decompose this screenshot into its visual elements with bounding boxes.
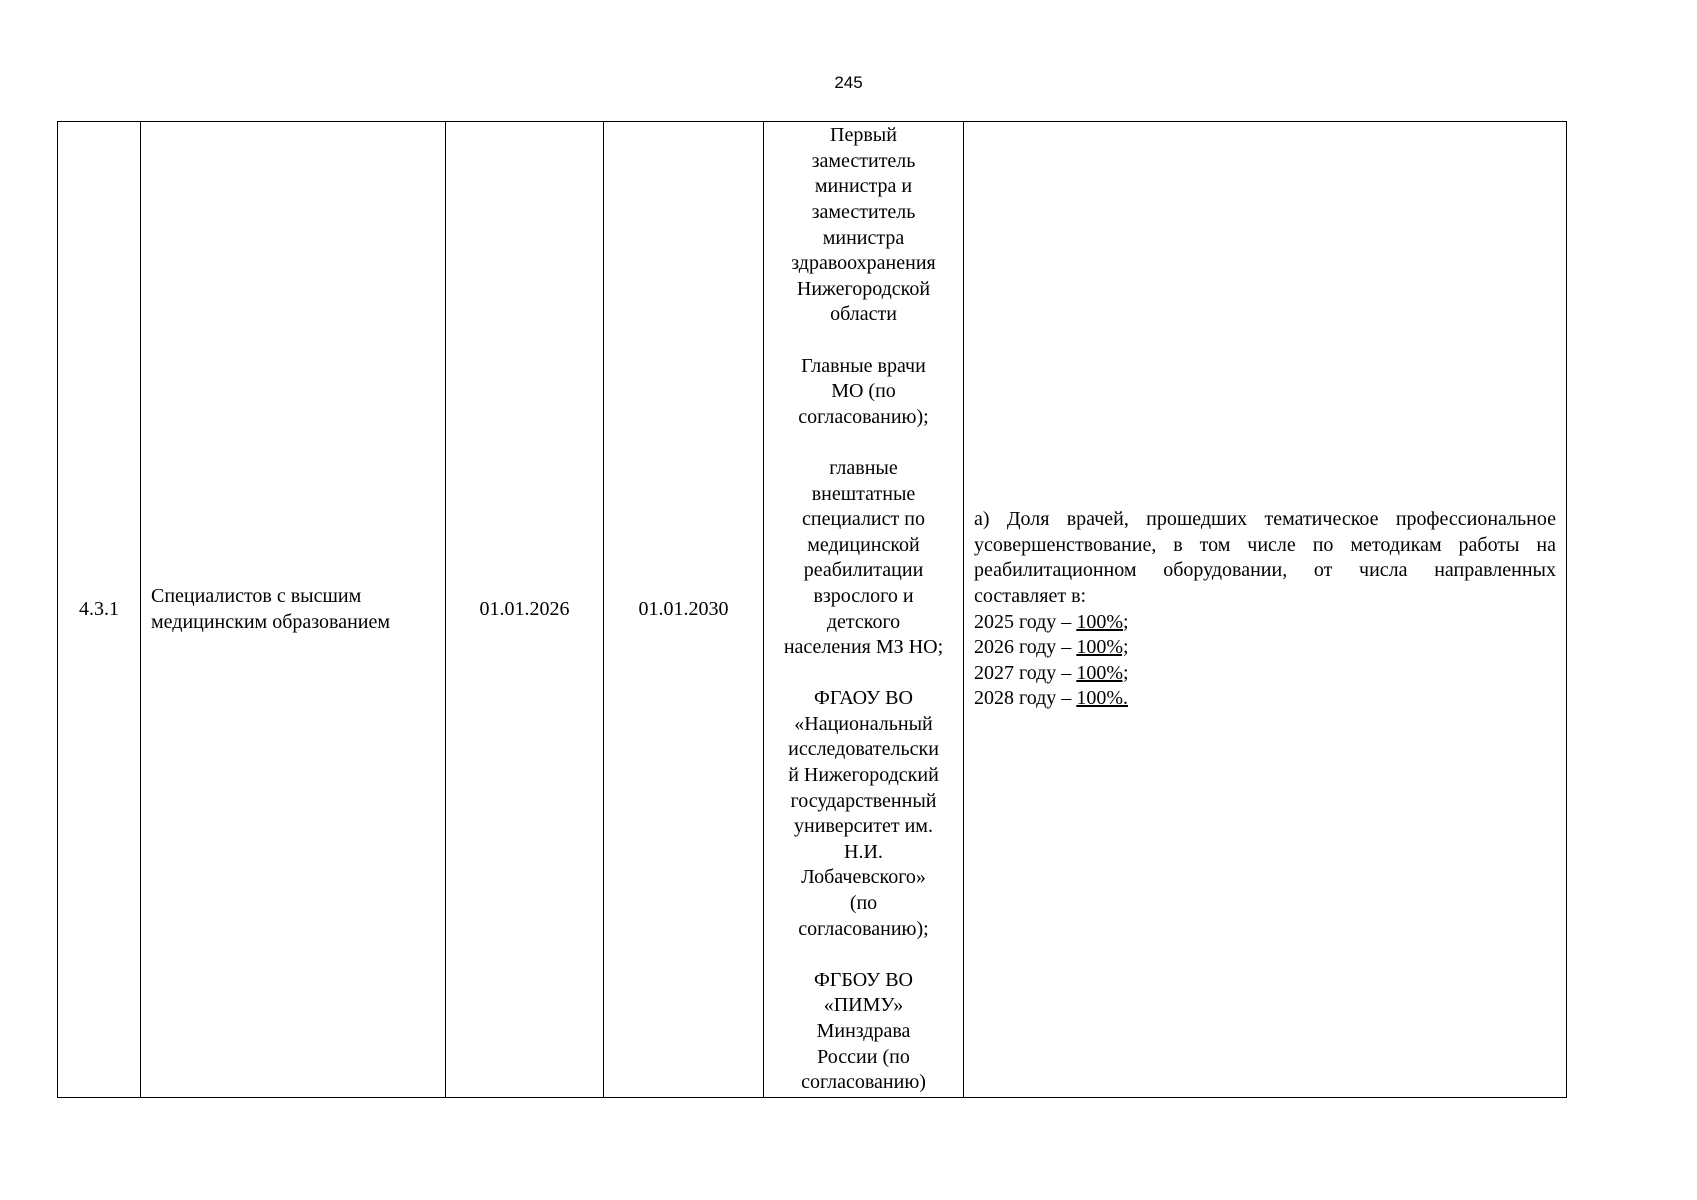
responsible-gap [774,430,953,456]
responsible-line: детского [826,610,901,633]
responsible-line: России (по [817,1045,910,1068]
responsible-cell [764,122,964,1098]
row-name-line: медицинским образованием [151,610,391,633]
indicator-year-value: 100%. [1076,687,1128,710]
responsible-line: медицинской [807,533,920,556]
plan-table [57,121,1567,1098]
indicator-year [974,686,1556,712]
responsible-line: населения МЗ НО; [783,636,944,659]
row-name [141,122,446,1098]
responsible-line: МО (по [831,380,896,403]
responsible-line: согласованию); [798,917,929,940]
indicator-year-label: 2027 году – [974,661,1077,684]
responsible-line: й Нижегородский [788,764,939,787]
responsible-line: здравоохранения [791,252,936,275]
responsible-line: исследовательски [788,738,939,761]
responsible-line: «ПИМУ» [823,994,904,1017]
table-row [58,122,1567,1098]
responsible-gap [774,661,953,687]
indicator-year-label: 2026 году – [974,636,1077,659]
indicator-year-label: 2025 году – [974,610,1077,633]
indicator-text: а) Доля врачей, прошедших тематическое профессиональное усовершенствование, в том числе по методикам работы на реабилитационном оборудовании, от числа направленных составляет в: [974,508,1556,607]
responsible-line: ФГБОУ ВО [814,968,913,991]
indicator-year-value: 100%; [1076,610,1129,633]
end-date: 01.01.2030 [604,122,764,1098]
responsible-line: Н.И. [844,840,883,863]
responsible-line: ФГАОУ ВО [814,687,913,710]
responsible-line: Первый [830,124,897,147]
responsible-line: государственный [790,789,937,812]
responsible-line: (по [849,892,878,915]
indicator-year-label: 2028 году – [974,687,1077,710]
responsible-line: внештатные [811,482,916,505]
indicator-year [974,661,1556,687]
responsible-line: Лобачевского» [801,866,926,889]
indicator-cell [964,122,1567,1098]
responsible-line: Минздрава [816,1020,911,1042]
row-number: 4.3.1 [58,122,141,1098]
responsible-line: Нижегородской [796,277,931,300]
row-name-line: Специалистов с высшим [151,584,362,607]
responsible-line: Главные врачи [801,354,926,377]
responsible-line: заместитель [811,201,916,223]
indicator-year [974,610,1556,636]
responsible-line: согласованию); [798,405,929,428]
responsible-line: главные [829,456,898,479]
responsible-line: области [830,303,897,326]
responsible-line: министра и [814,175,913,198]
responsible-line: специалист по [802,508,925,531]
responsible-line: министра [822,226,905,249]
responsible-line: заместитель [811,149,916,172]
indicator-year-value: 100%; [1076,636,1129,659]
start-date: 01.01.2026 [446,122,604,1098]
responsible-line: взрослого и [813,584,914,607]
responsible-line: «Национальный [794,712,933,735]
responsible-line: реабилитации [803,559,924,582]
page-number: 245 [834,73,863,92]
responsible-gap [774,328,953,354]
indicator-year [974,635,1556,661]
responsible-gap [774,942,953,968]
responsible-line: университет им. [794,815,933,838]
responsible-line: согласованию) [801,1071,926,1094]
indicator-year-value: 100%; [1076,661,1129,684]
